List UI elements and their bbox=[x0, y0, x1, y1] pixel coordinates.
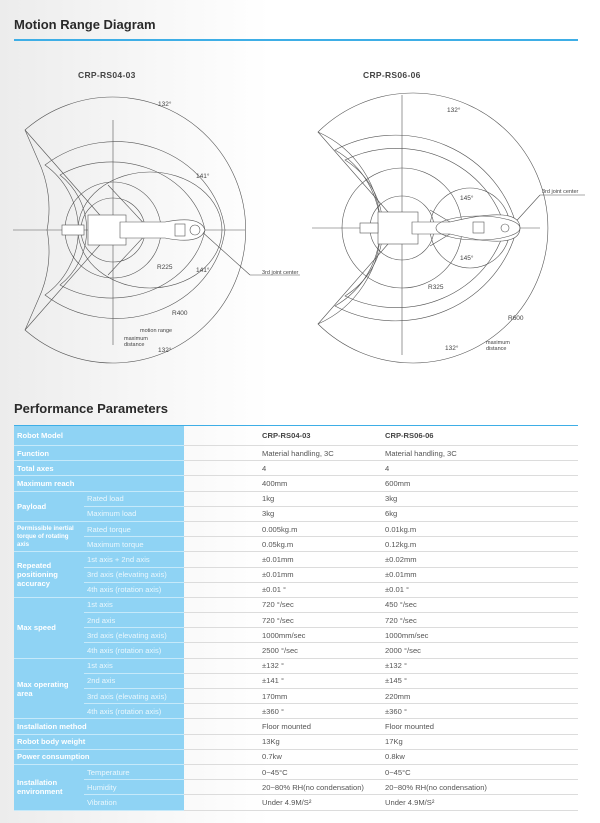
row-group-label: Installation environment bbox=[14, 764, 84, 810]
radius-label: R400 bbox=[172, 310, 188, 317]
value-model-1: 2500 °/sec bbox=[184, 643, 381, 658]
section-title-motion: Motion Range Diagram bbox=[14, 17, 156, 32]
row-group-label: Payload bbox=[14, 491, 84, 521]
row-sub-label: 4th axis (rotation axis) bbox=[84, 643, 184, 658]
value-model-2: ±0.02mm bbox=[381, 552, 578, 567]
value-model-1: Under 4.9M/S² bbox=[184, 795, 381, 810]
value-model-2: 220mm bbox=[381, 689, 578, 704]
diagram-title-left: CRP-RS04-03 bbox=[78, 70, 136, 80]
value-model-2: 4 bbox=[381, 461, 578, 476]
performance-table bbox=[14, 425, 578, 811]
value-model-2: ±145 ° bbox=[381, 673, 578, 688]
table-row bbox=[14, 658, 578, 673]
value-model-1: Floor mounted bbox=[184, 719, 381, 734]
row-group-label: Repeated positioning accuracy bbox=[14, 552, 84, 598]
table-row bbox=[14, 719, 578, 734]
angle-label: 132° bbox=[447, 107, 461, 114]
value-model-2: 0.01kg.m bbox=[381, 521, 578, 536]
row-label: Robot body weight bbox=[14, 734, 184, 749]
value-model-1: 0.005kg.m bbox=[184, 521, 381, 536]
value-model-2: 600mm bbox=[381, 476, 578, 491]
table-row bbox=[14, 673, 578, 688]
row-sub-label: 1st axis bbox=[84, 597, 184, 612]
table-row bbox=[14, 491, 578, 506]
header-model-2: CRP-RS06-06 bbox=[381, 426, 578, 446]
table-row bbox=[14, 749, 578, 764]
value-model-1: ±141 ° bbox=[184, 673, 381, 688]
value-model-1: 1000mm/sec bbox=[184, 628, 381, 643]
value-model-1: 720 °/sec bbox=[184, 597, 381, 612]
value-model-1: ±0.01mm bbox=[184, 567, 381, 582]
row-group-label: Max operating area bbox=[14, 658, 84, 719]
value-model-1: ±132 ° bbox=[184, 658, 381, 673]
value-model-1: ±0.01 ° bbox=[184, 582, 381, 597]
value-model-2: ±0.01mm bbox=[381, 567, 578, 582]
motion-range-diagrams bbox=[0, 0, 600, 400]
table-row bbox=[14, 764, 578, 779]
radius-label: R225 bbox=[157, 264, 173, 271]
table-row bbox=[14, 506, 578, 521]
row-label: Function bbox=[14, 446, 184, 461]
value-model-2: Under 4.9M/S² bbox=[381, 795, 578, 810]
row-label: Power consumption bbox=[14, 749, 184, 764]
table-row bbox=[14, 704, 578, 719]
row-sub-label: Humidity bbox=[84, 780, 184, 795]
value-model-2: 720 °/sec bbox=[381, 613, 578, 628]
table-row bbox=[14, 795, 578, 810]
value-model-2: Material handling, 3C bbox=[381, 446, 578, 461]
value-model-2: 6kg bbox=[381, 506, 578, 521]
row-sub-label: Rated load bbox=[84, 491, 184, 506]
value-model-1: 0.7kw bbox=[184, 749, 381, 764]
value-model-2: 17Kg bbox=[381, 734, 578, 749]
joint-label: 3rd joint center bbox=[262, 270, 299, 276]
table-row bbox=[14, 613, 578, 628]
row-sub-label: 2nd axis bbox=[84, 613, 184, 628]
value-model-2: 20~80% RH(no condensation) bbox=[381, 780, 578, 795]
row-group-label: Permissible inertial torque of rotating axis bbox=[14, 521, 84, 551]
row-sub-label: Temperature bbox=[84, 764, 184, 779]
table-row bbox=[14, 734, 578, 749]
angle-label: 145° bbox=[460, 195, 474, 202]
angle-label: 132° bbox=[158, 101, 172, 108]
row-sub-label: 3rd axis (elevating axis) bbox=[84, 628, 184, 643]
table-row bbox=[14, 476, 578, 491]
value-model-2: 2000 °/sec bbox=[381, 643, 578, 658]
value-model-2: ±0.01 ° bbox=[381, 582, 578, 597]
table-row bbox=[14, 582, 578, 597]
value-model-1: Material handling, 3C bbox=[184, 446, 381, 461]
value-model-1: 3kg bbox=[184, 506, 381, 521]
row-group-label: Max speed bbox=[14, 597, 84, 658]
value-model-1: 1kg bbox=[184, 491, 381, 506]
row-sub-label: Maximum load bbox=[84, 506, 184, 521]
diagram-right bbox=[312, 93, 585, 363]
row-sub-label: 3rd axis (elevating axis) bbox=[84, 567, 184, 582]
value-model-2: 0.8kw bbox=[381, 749, 578, 764]
row-sub-label: 3rd axis (elevating axis) bbox=[84, 689, 184, 704]
value-model-1: 4 bbox=[184, 461, 381, 476]
value-model-1: 0.05kg.m bbox=[184, 537, 381, 552]
table-header-row bbox=[14, 426, 578, 446]
table-row bbox=[14, 597, 578, 612]
angle-label: 141° bbox=[196, 267, 210, 274]
section-title-performance: Performance Parameters bbox=[14, 401, 168, 416]
value-model-1: ±360 ° bbox=[184, 704, 381, 719]
angle-label: 145° bbox=[460, 255, 474, 262]
value-model-1: 170mm bbox=[184, 689, 381, 704]
row-label: Maximum reach bbox=[14, 476, 184, 491]
table-row bbox=[14, 643, 578, 658]
value-model-1: 400mm bbox=[184, 476, 381, 491]
table-row bbox=[14, 461, 578, 476]
row-label: Total axes bbox=[14, 461, 184, 476]
value-model-2: 450 °/sec bbox=[381, 597, 578, 612]
max-distance-label: distance bbox=[124, 342, 145, 348]
row-sub-label: Vibration bbox=[84, 795, 184, 810]
value-model-2: Floor mounted bbox=[381, 719, 578, 734]
header-model-1: CRP-RS04-03 bbox=[184, 426, 381, 446]
value-model-2: 0.12kg.m bbox=[381, 537, 578, 552]
radius-label: R325 bbox=[428, 284, 444, 291]
table-row bbox=[14, 537, 578, 552]
table-row bbox=[14, 552, 578, 567]
row-sub-label: 1st axis bbox=[84, 658, 184, 673]
angle-label: 141° bbox=[196, 173, 210, 180]
row-sub-label: Maximum torque bbox=[84, 537, 184, 552]
value-model-2: ±360 ° bbox=[381, 704, 578, 719]
max-distance-label: distance bbox=[486, 346, 507, 352]
row-sub-label: 2nd axis bbox=[84, 673, 184, 688]
row-sub-label: 4th axis (rotation axis) bbox=[84, 582, 184, 597]
table-row bbox=[14, 567, 578, 582]
table-row bbox=[14, 521, 578, 536]
value-model-2: 3kg bbox=[381, 491, 578, 506]
table-row bbox=[14, 628, 578, 643]
diagram-title-right: CRP-RS06-06 bbox=[363, 70, 421, 80]
value-model-1: 0~45°C bbox=[184, 764, 381, 779]
value-model-2: 0~45°C bbox=[381, 764, 578, 779]
motion-range-label: motion range bbox=[140, 328, 173, 334]
angle-label: 132° bbox=[445, 345, 459, 352]
value-model-1: 13Kg bbox=[184, 734, 381, 749]
value-model-2: 1000mm/sec bbox=[381, 628, 578, 643]
value-model-1: 720 °/sec bbox=[184, 613, 381, 628]
row-label: Installation method bbox=[14, 719, 184, 734]
row-sub-label: 1st axis + 2nd axis bbox=[84, 552, 184, 567]
table-row bbox=[14, 689, 578, 704]
max-distance-label: maximum bbox=[486, 340, 510, 346]
row-sub-label: 4th axis (rotation axis) bbox=[84, 704, 184, 719]
value-model-2: ±132 ° bbox=[381, 658, 578, 673]
table-row bbox=[14, 446, 578, 461]
value-model-1: ±0.01mm bbox=[184, 552, 381, 567]
header-label: Robot Model bbox=[14, 426, 184, 446]
table-row bbox=[14, 780, 578, 795]
joint-label: 3rd joint center bbox=[542, 189, 579, 195]
max-distance-label: maximum bbox=[124, 336, 148, 342]
value-model-1: 20~80% RH(no condensation) bbox=[184, 780, 381, 795]
row-sub-label: Rated torque bbox=[84, 521, 184, 536]
diagram-left bbox=[13, 97, 300, 363]
radius-label: R600 bbox=[508, 315, 524, 322]
angle-label: 132° bbox=[158, 347, 172, 354]
